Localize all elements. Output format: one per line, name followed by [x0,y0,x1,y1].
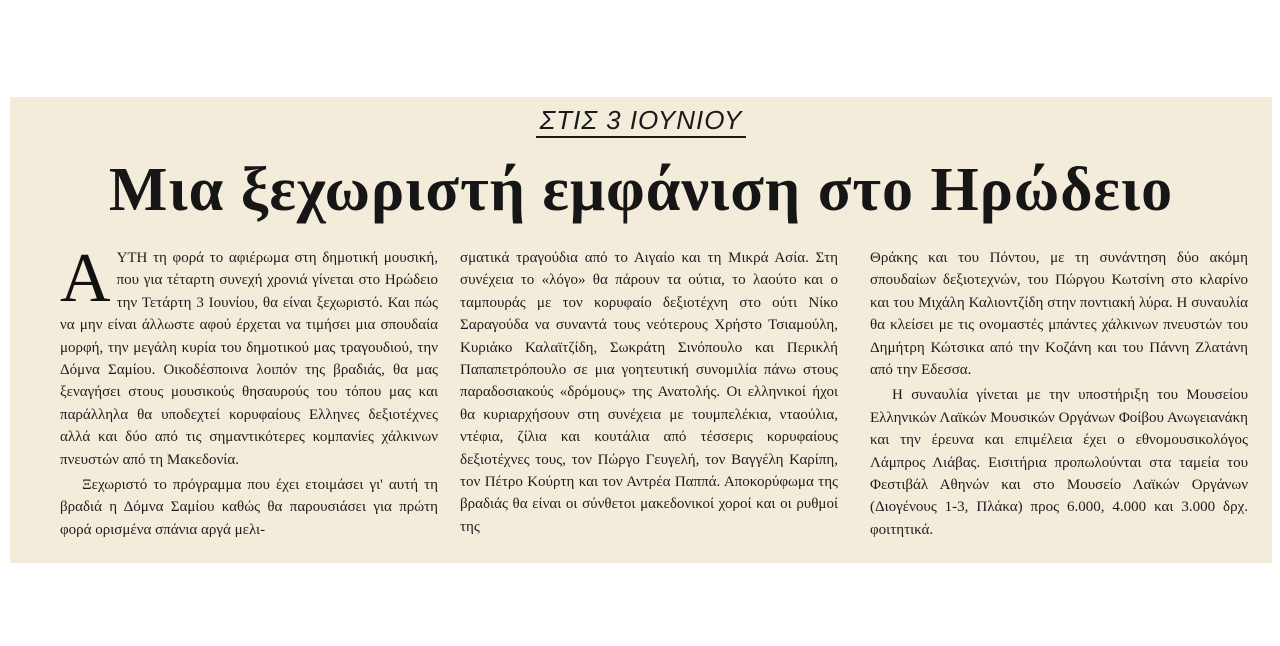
paragraph: Η συναυλία γίνεται με την υποστήριξη του Μουσείου Ελληνικών Λαϊκών Μουσικών Οργάνων Φοίβου Ανωγειανάκη και την έρευνα και επιμέλεια έχει ο εθνομουσικολόγος Λάμπρος Λιάβας. Εισιτήρια προπωλούνται στα ταμεία του Φεστιβάλ Αθηνών και στο Μουσείο Λαϊκών Οργάνων (Διογένους 1-3, Πλάκα) προς 6.000, 4.000 και 3.000 δρχ. φοιτητικά. [870,387,1248,538]
column-3 [870,247,1248,541]
headline: Μια ξεχωριστή εμφάνιση στο Ηρώδειο [108,156,1174,224]
newspaper-clipping [10,97,1272,563]
article-body [60,240,1248,557]
paragraph: σματικά τραγούδια από το Αιγαίο και τη Μικρά Ασία. Στη συνέχεια το «λόγο» θα πάρουν τα ούτια, το λαούτο και ο ταμπουράς με τον κορυφαίο δεξιοτέχνη στο ούτι Νίκο Σαραγούδα να συναντά τους νεότερους Χρήστο Τσιαμούλη, Κυριάκο Καλαϊτζίδη, Σωκράτη Σινόπουλο και Περικλή Παπαπετρόπουλο σε μια γοητευτική συνομιλία πάνω στους παραδοσιακούς «δρόμους» της Ανατολής. Οι ελληνικοί ήχοι θα κυριαρχήσουν στη συνέχεια με τουμπελέκια, νταούλια, ντέφια, ζίλια και κουτάλια από τέσσερις κορυφαίους δεξιοτέχνες τους, τον Πώργο Γευγελή, τον Βαγγέλη Καρίπη, τον Πέτρο Κούρτη και τον Αντρέα Παππά. Αποκορύφωμα της βραδιάς θα είναι οι σύνθετοι μακεδονικοί χοροί και οι ρυθμοί της [460,250,838,535]
kicker [10,105,1272,136]
drop-cap: Α [60,240,111,317]
paragraph: Θράκης και του Πόντου, με τη συνάντηση δύο ακόμη σπουδαίων δεξιοτεχνών, του Πώργου Κωτσίνη στο κλαρίνο και του Μιχάλη Καλιοντζίδη στην ποντιακή λύρα. Η συναυλία θα κλείσει με τις ονομαστές μπάντες χάλκινων πνευστών του Δημήτρη Κώτσικα από την Κοζάνη και του Πάννη Ζλατάνη από την Εδεσσα. [870,250,1248,379]
paragraph [60,240,438,471]
paragraph-text: ΥΤΗ τη φορά το αφιέρωμα στη δημοτική μουσική, που για τέταρτη συνεχή χρονιά γίνεται στο Ηρώδειο την Τετάρτη 3 Ιουνίου, θα είναι ξεχωριστό. Και πώς να μην είναι άλλωστε αφού έρχεται να τιμήσει μια σπουδαία μορφή, την μεγάλη κυρία του δημοτικού μας τραγουδιού, την Δόμνα Σαμίου. Οικοδέσποινα λοιπόν της βραδιάς, θα μας ξεναγήσει στους μουσικούς θησαυρούς του τόπου μας και παράλληλα θα υποδεχτεί κορυφαίους Ελληνες δεξιοτέχνες αλλά και δύο από τις σημαντικότερες κομπανίες χάλκινων πνευστών από τη Μακεδονία. [60,250,438,468]
column-2 [460,247,838,538]
kicker-text: ΣΤΙΣ 3 ΙΟΥΝΙΟΥ [536,105,747,138]
paragraph: Ξεχωριστό το πρόγραμμα που έχει ετοιμάσει γι' αυτή τη βραδιά η Δόμνα Σαμίου καθώς θα παρουσιάσει για πρώτη φορά ορισμένα σπάνια αργά μελι- [60,477,438,538]
column-1 [60,240,438,541]
